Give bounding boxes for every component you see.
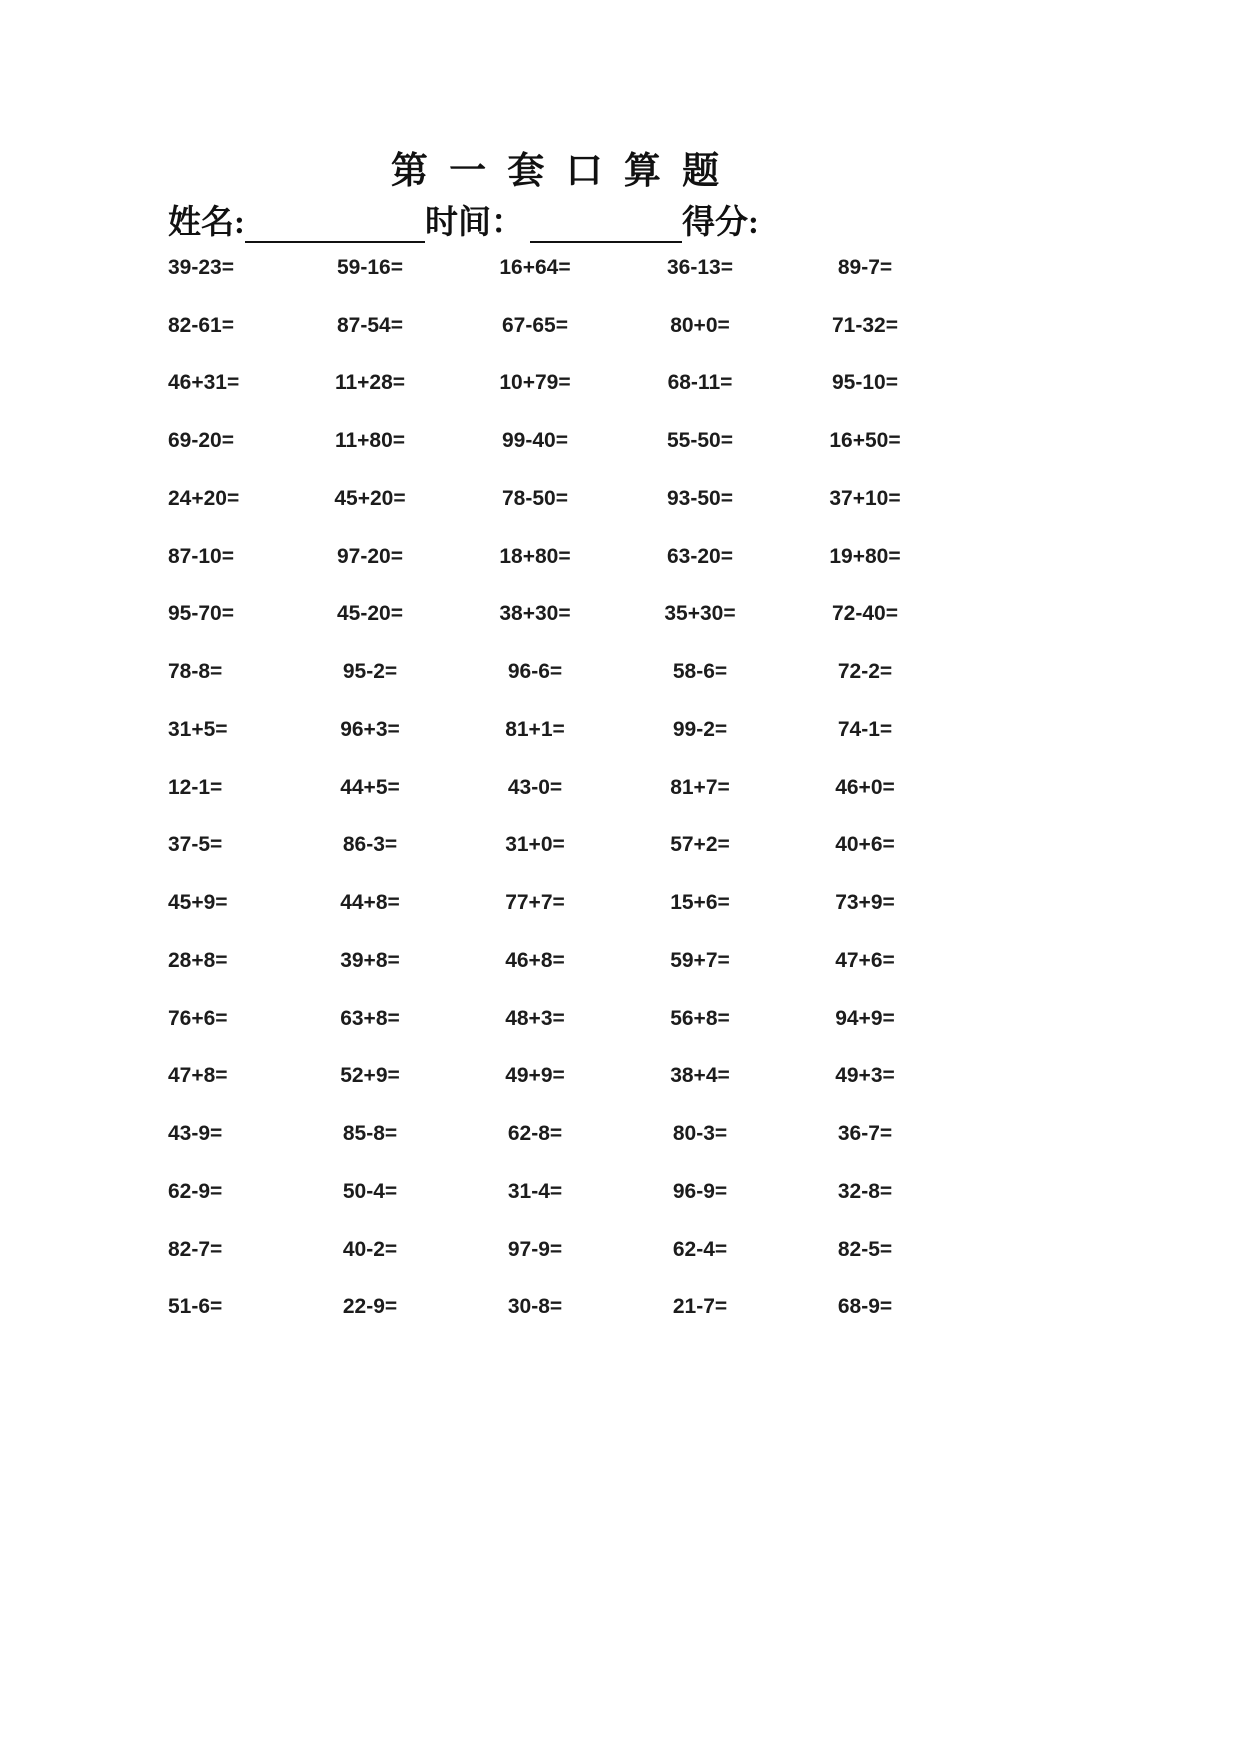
problem-cell: 74-1= [837,717,893,741]
problem-cell: 37-5= [168,833,223,857]
problem-cell: 46+0= [835,775,895,799]
problem-cell: 24+20= [168,486,240,510]
problem-cell: 97-20= [337,544,403,568]
problem-cell: 87-54= [337,313,403,337]
problem-cell: 55-50= [667,429,733,453]
problem-cell: 78-50= [502,486,568,510]
problem-cell: 82-7= [168,1237,223,1261]
time-label: 时间： [425,205,524,241]
problem-cell: 95-10= [832,371,898,395]
problem-cell: 95-70= [168,602,234,626]
problem-cell: 52+9= [340,1064,400,1088]
problem-cell: 47+8= [168,1064,228,1088]
problem-cell: 81+1= [505,717,565,741]
problem-cell: 18+80= [499,544,571,568]
problem-cell: 11+80= [334,429,406,453]
problem-cell: 38+4= [670,1064,730,1088]
problem-cell: 96-6= [507,660,563,684]
problem-cell: 59+7= [670,948,730,972]
problem-cell: 16+50= [829,429,901,453]
problem-cell: 97-9= [507,1237,563,1261]
problem-cell: 99-2= [672,717,728,741]
problem-cell: 73+9= [835,891,895,915]
problem-cell: 99-40= [502,429,568,453]
problem-cell: 87-10= [168,544,234,568]
problem-cell: 45-20= [337,602,403,626]
problem-cell: 30-8= [507,1295,563,1319]
problem-cell: 43-0= [507,775,563,799]
problem-cell: 96+3= [340,717,400,741]
problem-cell: 62-8= [507,1122,563,1146]
problem-cell: 39-23= [168,255,234,279]
problem-cell: 39+8= [340,948,400,972]
problem-cell: 37+10= [829,486,901,510]
problem-cell: 36-7= [837,1122,893,1146]
problem-cell: 72-2= [837,660,893,684]
problem-cell: 51-6= [168,1295,223,1319]
problem-cell: 47+6= [835,948,895,972]
problem-cell: 69-20= [168,429,234,453]
problem-cell: 68-11= [667,371,733,395]
problem-cell: 71-32= [832,313,898,337]
problem-cell: 49+3= [835,1064,895,1088]
problem-cell: 96-9= [672,1179,728,1203]
problem-cell: 63+8= [340,1006,400,1030]
problem-cell: 95-2= [342,660,398,684]
problem-cell: 72-40= [832,602,898,626]
problem-cell: 12-1= [168,775,223,799]
problem-cell: 80-3= [672,1122,728,1146]
problem-cell: 15+6= [670,891,730,915]
page-title: 第 一 套 口 算 题 [390,151,726,192]
problem-cell: 77+7= [505,891,565,915]
problem-cell: 63-20= [667,544,733,568]
problem-cell: 31+5= [168,717,228,741]
problem-cell: 58-6= [672,660,728,684]
problem-cell: 10+79= [499,371,571,395]
problem-cell: 89-7= [837,255,893,279]
problem-cell: 62-4= [672,1237,728,1261]
problem-cell: 19+80= [829,544,901,568]
problem-cell: 31-4= [507,1179,563,1203]
problem-cell: 11+28= [334,371,406,395]
problem-cell: 49+9= [505,1064,565,1088]
problem-cell: 28+8= [168,948,228,972]
problem-cell: 40-2= [342,1237,398,1261]
problem-cell: 43-9= [168,1122,223,1146]
problem-cell: 44+8= [340,891,400,915]
problem-cell: 46+8= [505,948,565,972]
problem-cell: 80+0= [670,313,730,337]
problem-cell: 82-61= [168,313,234,337]
score-label: 得分: [682,205,759,241]
problem-cell: 56+8= [670,1006,730,1030]
problem-cell: 46+31= [168,371,240,395]
problem-cell: 81+7= [670,775,730,799]
worksheet-header [168,196,988,243]
problem-cell: 40+6= [835,833,895,857]
problem-cell: 48+3= [505,1006,565,1030]
problem-cell: 85-8= [342,1122,398,1146]
problem-cell: 45+9= [168,891,228,915]
problem-cell: 32-8= [837,1179,893,1203]
name-label: 姓名: [168,205,245,241]
problems-grid [168,239,948,1336]
problem-cell: 31+0= [505,833,565,857]
problem-cell: 93-50= [667,486,733,510]
problem-cell: 38+30= [499,602,571,626]
name-blank-line [245,207,425,243]
problem-cell: 36-13= [667,255,733,279]
problem-cell: 22-9= [342,1295,398,1319]
problem-cell: 45+20= [334,486,406,510]
problem-cell: 94+9= [835,1006,895,1030]
problem-cell: 78-8= [168,660,223,684]
problem-cell: 35+30= [664,602,736,626]
problem-cell: 16+64= [499,255,571,279]
problem-cell: 86-3= [342,833,398,857]
problem-cell: 76+6= [168,1006,228,1030]
problem-cell: 57+2= [670,833,730,857]
problem-cell: 59-16= [337,255,403,279]
time-blank-line [530,207,682,243]
problem-cell: 44+5= [340,775,400,799]
problem-cell: 68-9= [837,1295,893,1319]
problem-cell: 50-4= [342,1179,398,1203]
problem-cell: 62-9= [168,1179,223,1203]
problem-cell: 82-5= [837,1237,893,1261]
problem-cell: 21-7= [672,1295,728,1319]
problem-cell: 67-65= [502,313,568,337]
